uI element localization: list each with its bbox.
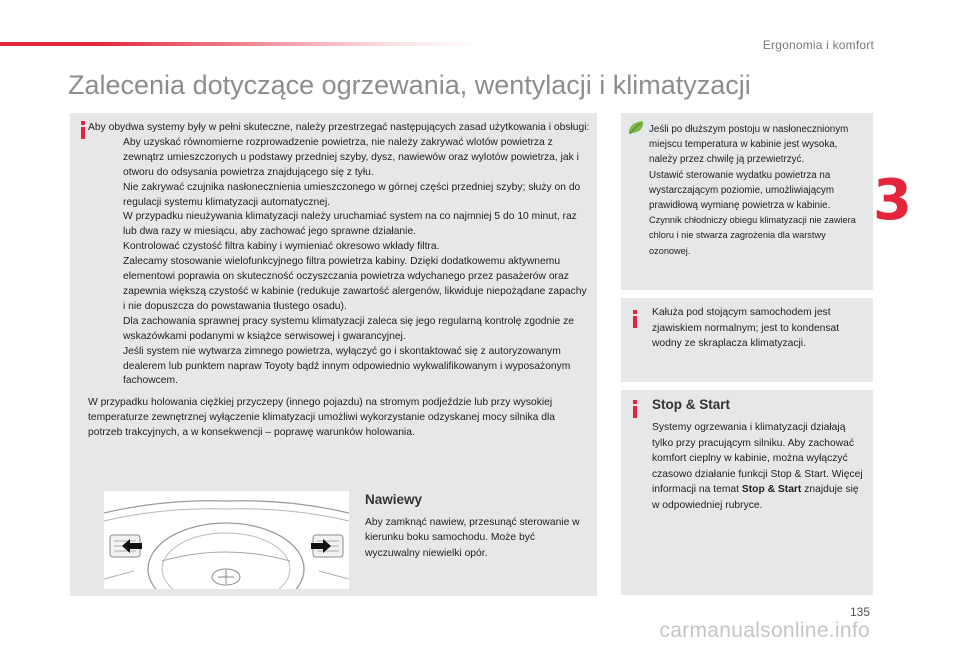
towing-note: W przypadku holowania ciężkiej przyczepy (innego pojazdu) na stromym podjeździe lub przy wysokiej temperaturze zewnętrznej wyłączenie klimatyzacji umożliwi wykorzystanie odzyskanej mocy silnika dla potrzeb trakcyjnych, a w konsekwencji – poprawę warunków holowania.: [88, 397, 555, 439]
eco-text-block: [649, 122, 867, 259]
list-item: Kontrolować czystość filtra kabiny i wymieniać okresowo wkłady filtra. Zalecamy stosowanie wielofunkcyjnego filtra powietrza kabiny. Dzięki dodatkowemu aktywnemu elementowi poprawia on skuteczność oczyszczania powietrza wdychanego przez pasażerów oraz zapewnia większą czystość w kabinie (redukuje zawartość alergenów, likwiduje niepożądane zapachy i nie dopuszcza do powstawania tłustego osadu).: [123, 241, 587, 312]
eco-refrigerant-text: Czynnik chłodniczy obiegu klimatyzacji nie zawiera chloru i nie stwarza zagrożenia dla warstwy ozonowej.: [649, 215, 856, 256]
info-icon: [78, 121, 88, 139]
eco-airflow-text: Ustawić sterowanie wydatku powietrza na wystarczającym poziomie, umożliwiającym prawidłową wymianę powietrza w kabinie.: [649, 169, 835, 212]
watermark: carmanualsonline.info: [659, 619, 870, 642]
filter-note: Zalecamy stosowanie wielofunkcyjnego filtra powietrza kabiny. Dzięki dodatkowemu aktywnemu elementowi poprawia on skuteczność oczyszczania powietrza wdychanego przez pasażerów oraz zapewnia większą czystość w kabinie (redukuje zawartość alergenów, likwiduje niepożądane zapachy i nie dopuszcza do powstawania tłustego osadu).: [123, 256, 587, 312]
main-text-block: [88, 121, 591, 441]
page-number: 135: [849, 605, 870, 619]
list-item: Nie zakrywać czujnika nasłonecznienia umieszczonego w górnej części przedniej szyby; służy on do regulacji systemu klimatyzacji automatycznej.: [123, 181, 581, 208]
eco-leaf-icon: [627, 120, 645, 136]
info-icon: [630, 310, 640, 328]
list-item: Dla zachowania sprawnej pracy systemu klimatyzacji zaleca się jego regularną kontrolę zgodnie ze wskazówkami podanymi w książce serwisowej i gwarancyjnej.: [123, 315, 574, 342]
eco-ventilate-text: Jeśli po dłuższym postoju w nasłonecznionym miejscu temperatura w kabinie jest wysoka, należy przez chwilę ją przewietrzyć.: [649, 124, 849, 166]
intro-text: Aby obydwa systemy były w pełni skuteczne, należy przestrzegać następujących zasad użytkowania i obsługi:: [88, 122, 590, 133]
recommendation-list: [88, 136, 591, 389]
vents-heading: Nawiewy: [365, 492, 423, 507]
chapter-number: 3: [873, 168, 912, 233]
list-item: Jeśli system nie wytwarza zimnego powietrza, wyłączyć go i skontaktować się z autoryzowanym dealerem lub punktem napraw Toyoty bądź innym odpowiednio wykwalifikowanym i wyposażonym fachowcem.: [123, 345, 571, 387]
header-accent-bar: [0, 42, 480, 46]
list-item: W przypadku nieużywania klimatyzacji należy uruchamiać system na co najmniej 5 do 10 minut, raz lub dwa razy w miesiącu, aby zachować jego sprawne działanie.: [123, 211, 577, 238]
page-title: Zalecenia dotyczące ogrzewania, wentylacji i klimatyzacji: [68, 70, 751, 100]
list-item: Aby uzyskać równomierne rozprowadzenie powietrza, nie należy zakrywać wlotów powietrza z zewnątrz umieszczonych u podstawy przedniej szyby, dysz, nawiewów oraz wylotów powietrza, jak i otworu do odsysania powietrza znajdującego się z tyłu.: [123, 136, 579, 178]
stop-start-reference: Stop & Start: [741, 484, 802, 496]
condensation-text: Kałuża pod stojącym samochodem jest zjawiskiem normalnym; jest to kondensat wodny ze skraplacza klimatyzacji.: [652, 307, 840, 350]
dashboard-vent-illustration: [104, 491, 349, 589]
stop-start-heading: Stop & Start: [652, 397, 731, 412]
vents-text: Aby zamknąć nawiew, przesunąć sterowanie w kierunku boku samochodu. Może być wyczuwalny niewielki opór.: [365, 517, 580, 559]
section-title: Ergonomia i komfort: [762, 38, 874, 52]
info-icon: [630, 400, 640, 418]
stop-start-text: Systemy ogrzewania i klimatyzacji działają tylko przy pracującym silniku. Aby zachować komfort cieplny w kabinie, można wyłączyć czasowo działanie funkcji Stop & Start. Więcej informacji na temat Stop & Start znajduje się w odpowiedniej rubryce.: [652, 422, 863, 511]
